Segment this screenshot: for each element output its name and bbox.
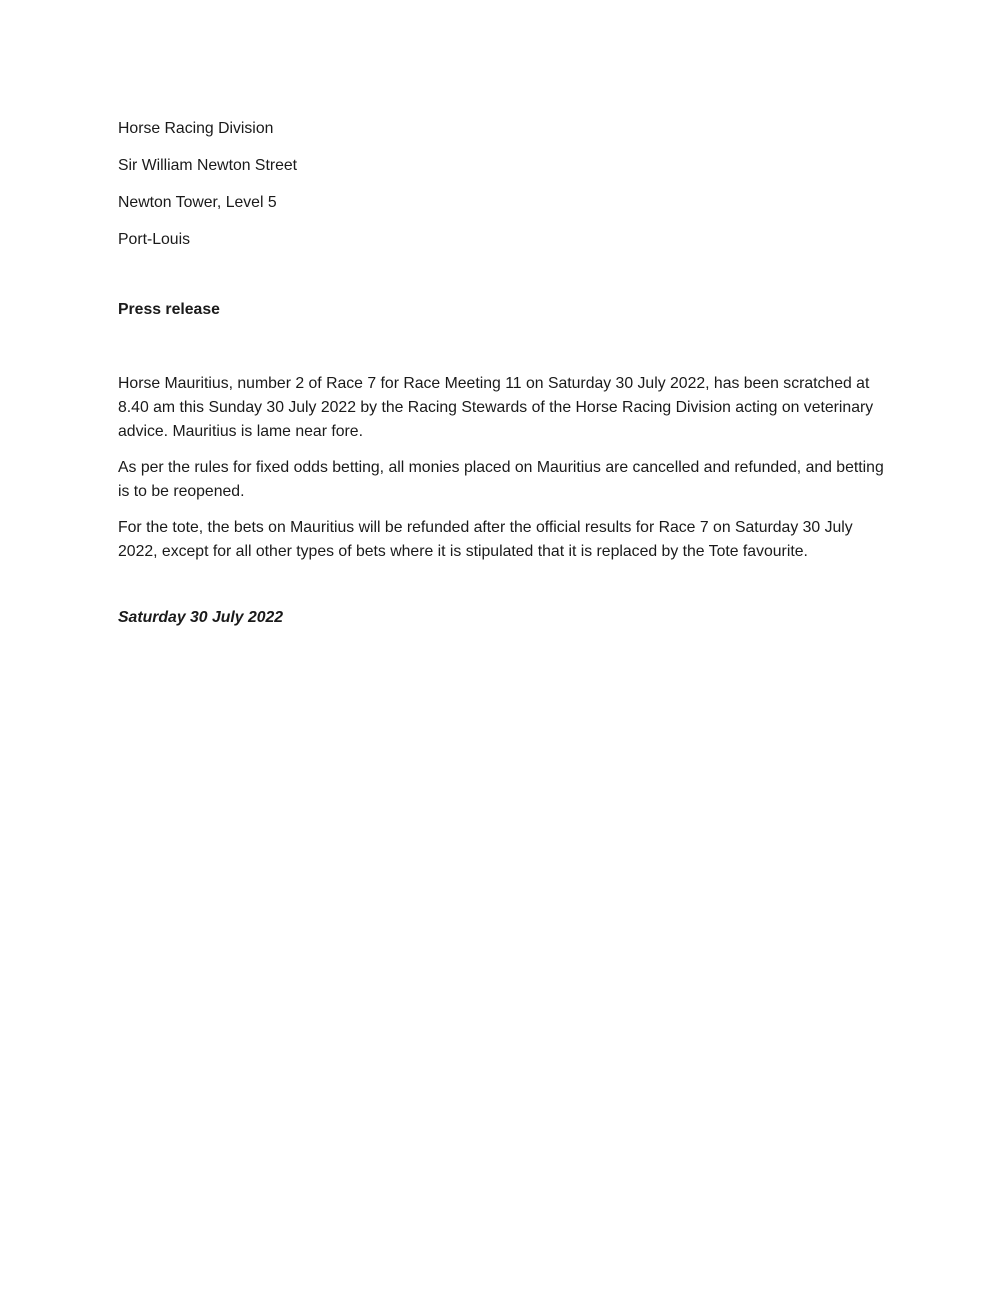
address-line-organization: Horse Racing Division <box>118 120 274 137</box>
press-release-heading: Press release <box>118 301 220 318</box>
press-release-body <box>118 372 893 564</box>
paragraph-scratching-notice: Horse Mauritius, number 2 of Race 7 for Race Meeting 11 on Saturday 30 July 2022, has been scratched at 8.40 am this Sunday 30 July 2022 by the Racing Stewards of the Horse Racing Division acting on veterinary advice. Mauritius is lame near fore. <box>118 375 874 440</box>
paragraph-fixed-odds: As per the rules for fixed odds betting, all monies placed on Mauritius are cancelled and refunded, and betting is to be reopened. <box>118 459 884 500</box>
document-content <box>118 117 893 630</box>
address-block <box>118 117 893 252</box>
release-date: Saturday 30 July 2022 <box>118 609 284 626</box>
paragraph-tote: For the tote, the bets on Mauritius will be refunded after the official results for Race 7 on Saturday 30 July 2022, except for all other types of bets where it is stipulated that it is replaced by the Tote favourite. <box>118 519 853 560</box>
address-line-street: Sir William Newton Street <box>118 157 298 174</box>
address-line-city: Port-Louis <box>118 231 190 248</box>
address-line-building: Newton Tower, Level 5 <box>118 194 277 211</box>
